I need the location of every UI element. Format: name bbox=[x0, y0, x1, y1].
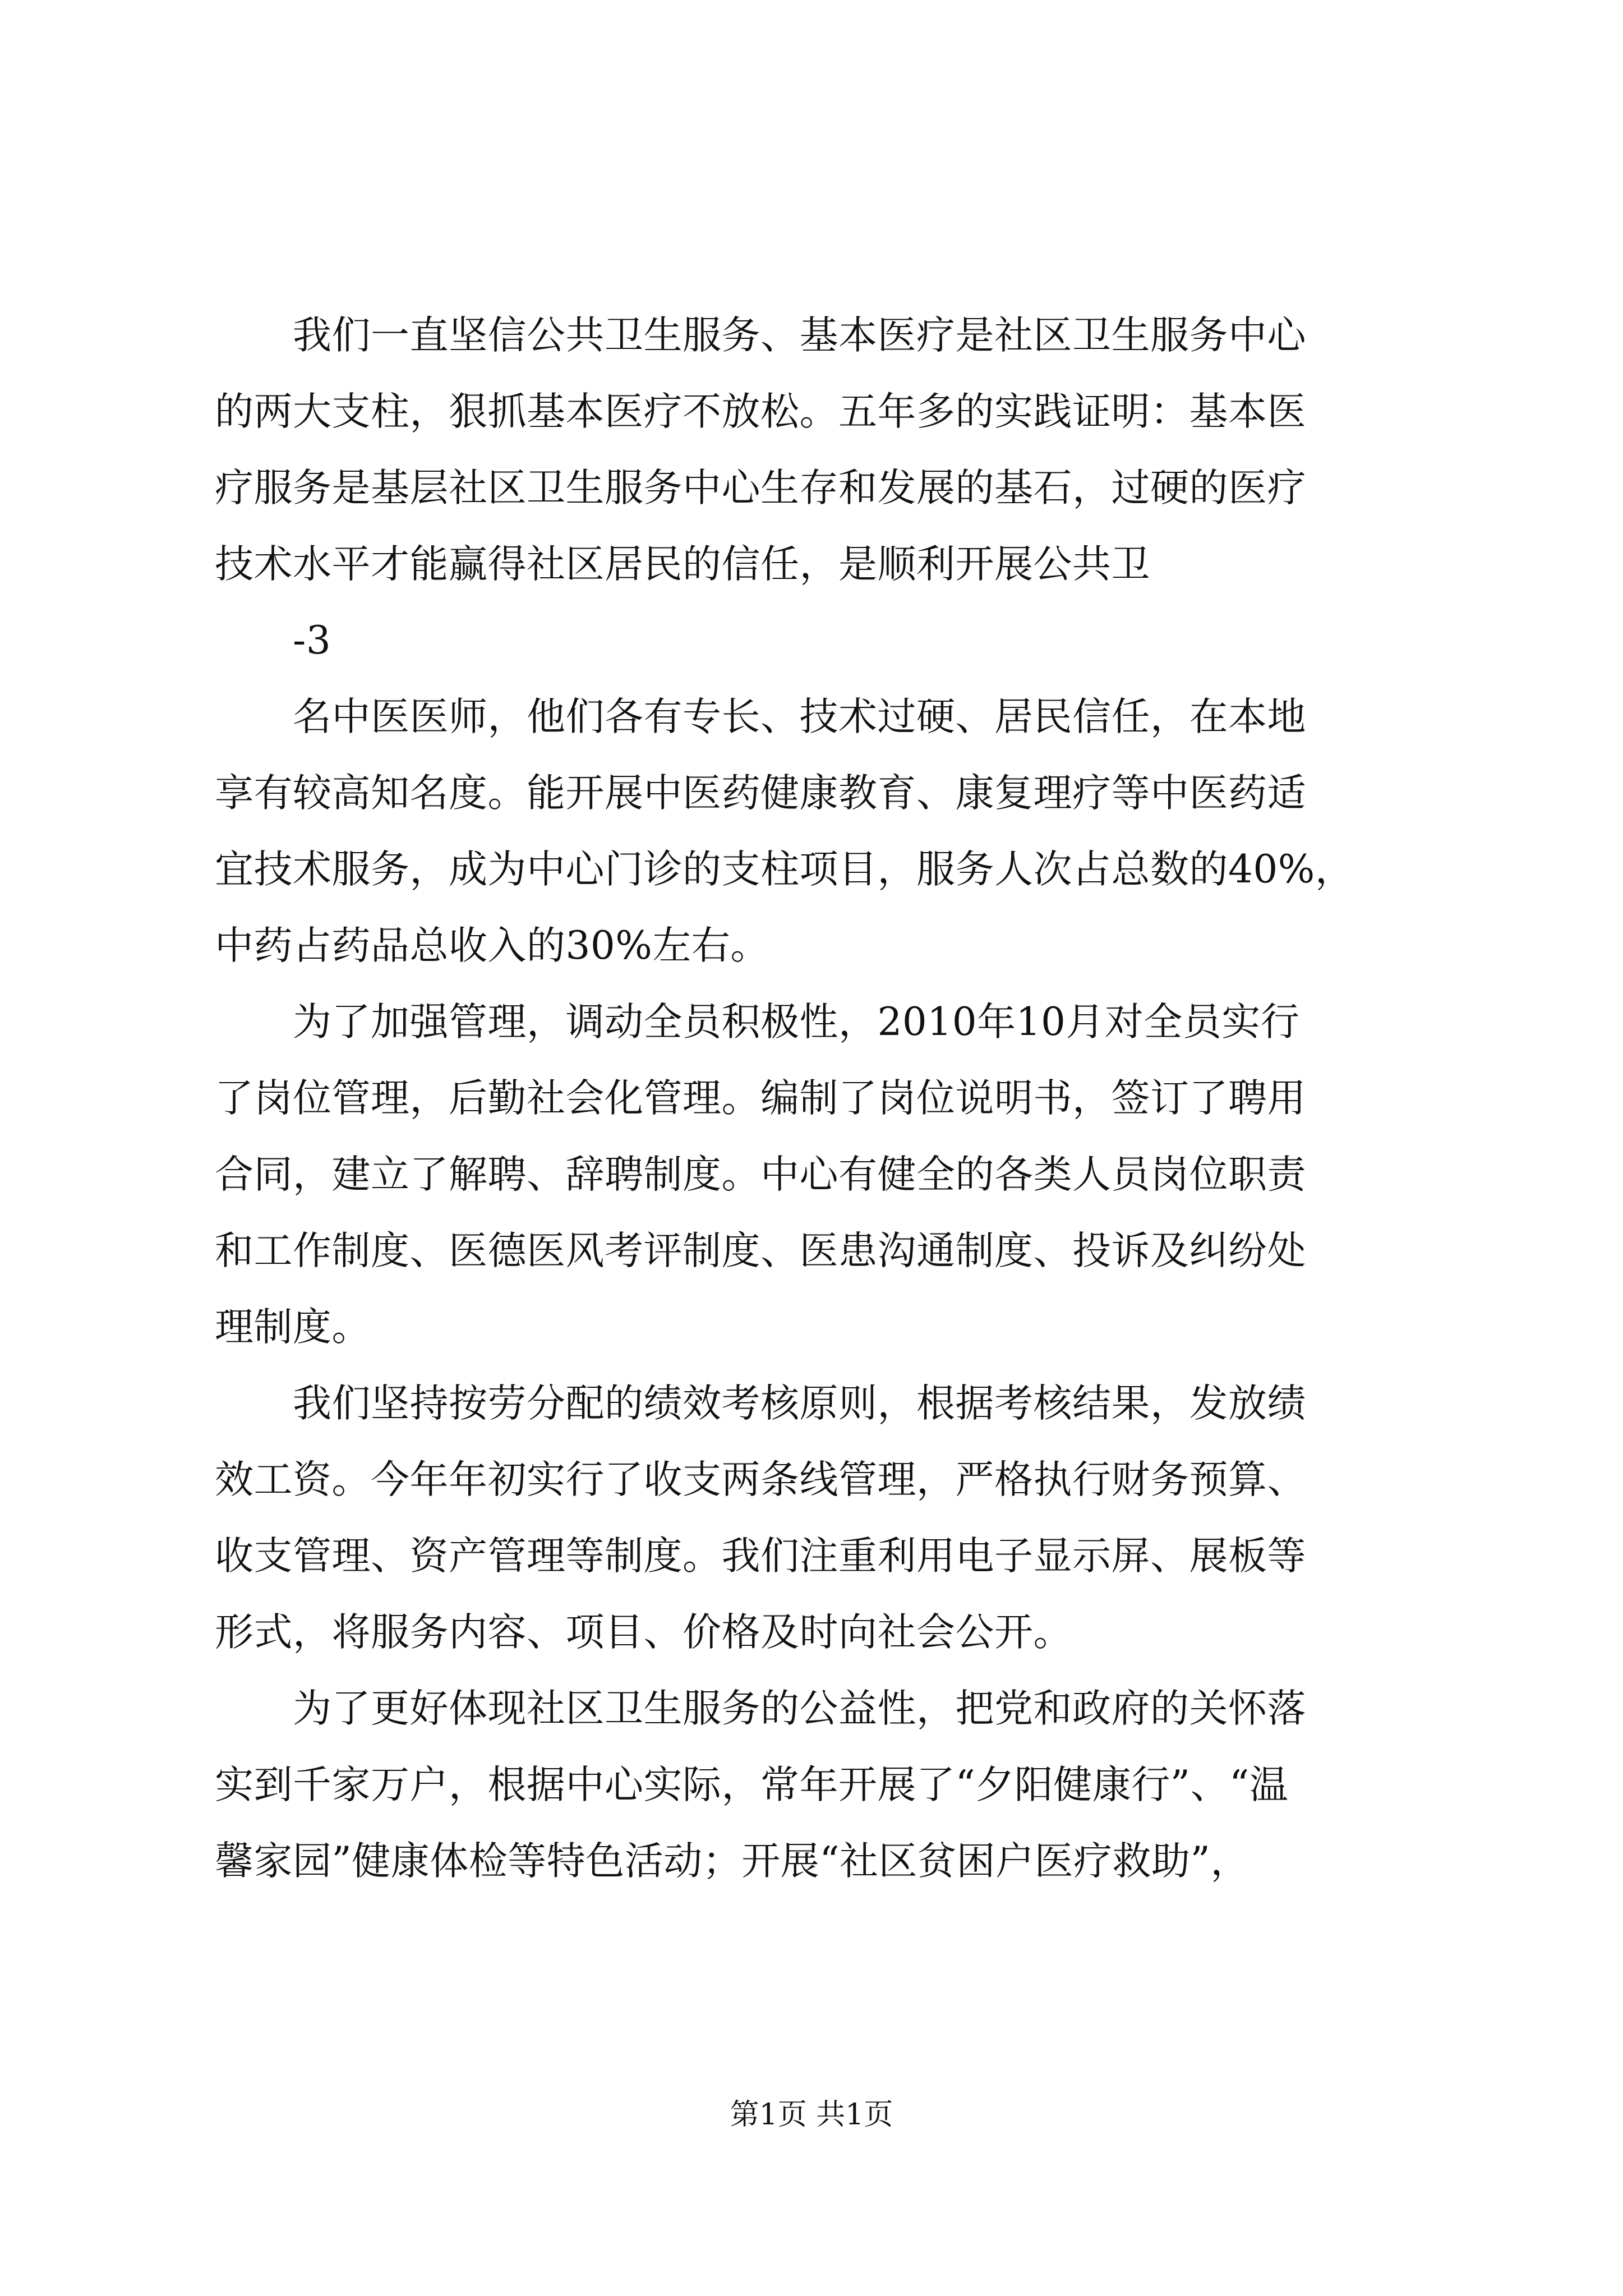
text-line: 和工作制度、医德医风考评制度、医患沟通制度、投诉及纠纷处 bbox=[215, 1228, 1306, 1273]
text-line: 我们坚持按劳分配的绩效考核原则，根据考核结果，发放绩 bbox=[215, 1381, 1306, 1426]
text-line: 享有较高知名度。能开展中医药健康教育、康复理疗等中医药适 bbox=[215, 771, 1306, 816]
text-line: 为了更好体现社区卫生服务的公益性，把党和政府的关怀落 bbox=[215, 1686, 1306, 1731]
text-line: 了岗位管理，后勤社会化管理。编制了岗位说明书，签订了聘用 bbox=[215, 1076, 1306, 1121]
document-body bbox=[215, 297, 1482, 1899]
text-line: 收支管理、资产管理等制度。我们注重利用电子显示屏、展板等 bbox=[215, 1534, 1306, 1579]
text-line: 理制度。 bbox=[215, 1305, 371, 1350]
text-line: 实到千家万户，根据中心实际，常年开展了“夕阳健康行”、“温 bbox=[215, 1763, 1289, 1807]
text-line: 合同，建立了解聘、辞聘制度。中心有健全的各类人员岗位职责 bbox=[215, 1152, 1306, 1197]
text-line: -3 bbox=[215, 618, 331, 663]
text-line: 宜技术服务，成为中心门诊的支柱项目，服务人次占总数的40%， bbox=[215, 847, 1354, 892]
text-line: 我们一直坚信公共卫生服务、基本医疗是社区卫生服务中心 bbox=[215, 313, 1306, 358]
text-line: 的两大支柱，狠抓基本医疗不放松。五年多的实践证明：基本医 bbox=[215, 389, 1306, 434]
text-line: 名中医医师，他们各有专长、技术过硬、居民信任，在本地 bbox=[215, 694, 1306, 739]
page-footer: 第1页 共1页 bbox=[730, 2098, 893, 2132]
text-line: 效工资。今年年初实行了收支两条线管理，严格执行财务预算、 bbox=[215, 1457, 1306, 1502]
text-line: 为了加强管理，调动全员积极性，2010年10月对全员实行 bbox=[215, 1000, 1300, 1045]
text-line: 中药占药品总收入的30%左右。 bbox=[215, 923, 769, 968]
text-line: 馨家园”健康体检等特色活动；开展“社区贫困户医疗救助”， bbox=[215, 1839, 1249, 1884]
text-line: 技术水平才能赢得社区居民的信任，是顺利开展公共卫 bbox=[215, 542, 1150, 587]
text-line: 形式，将服务内容、项目、价格及时向社会公开。 bbox=[215, 1610, 1072, 1655]
text-line: 疗服务是基层社区卫生服务中心生存和发展的基石，过硬的医疗 bbox=[215, 466, 1306, 510]
